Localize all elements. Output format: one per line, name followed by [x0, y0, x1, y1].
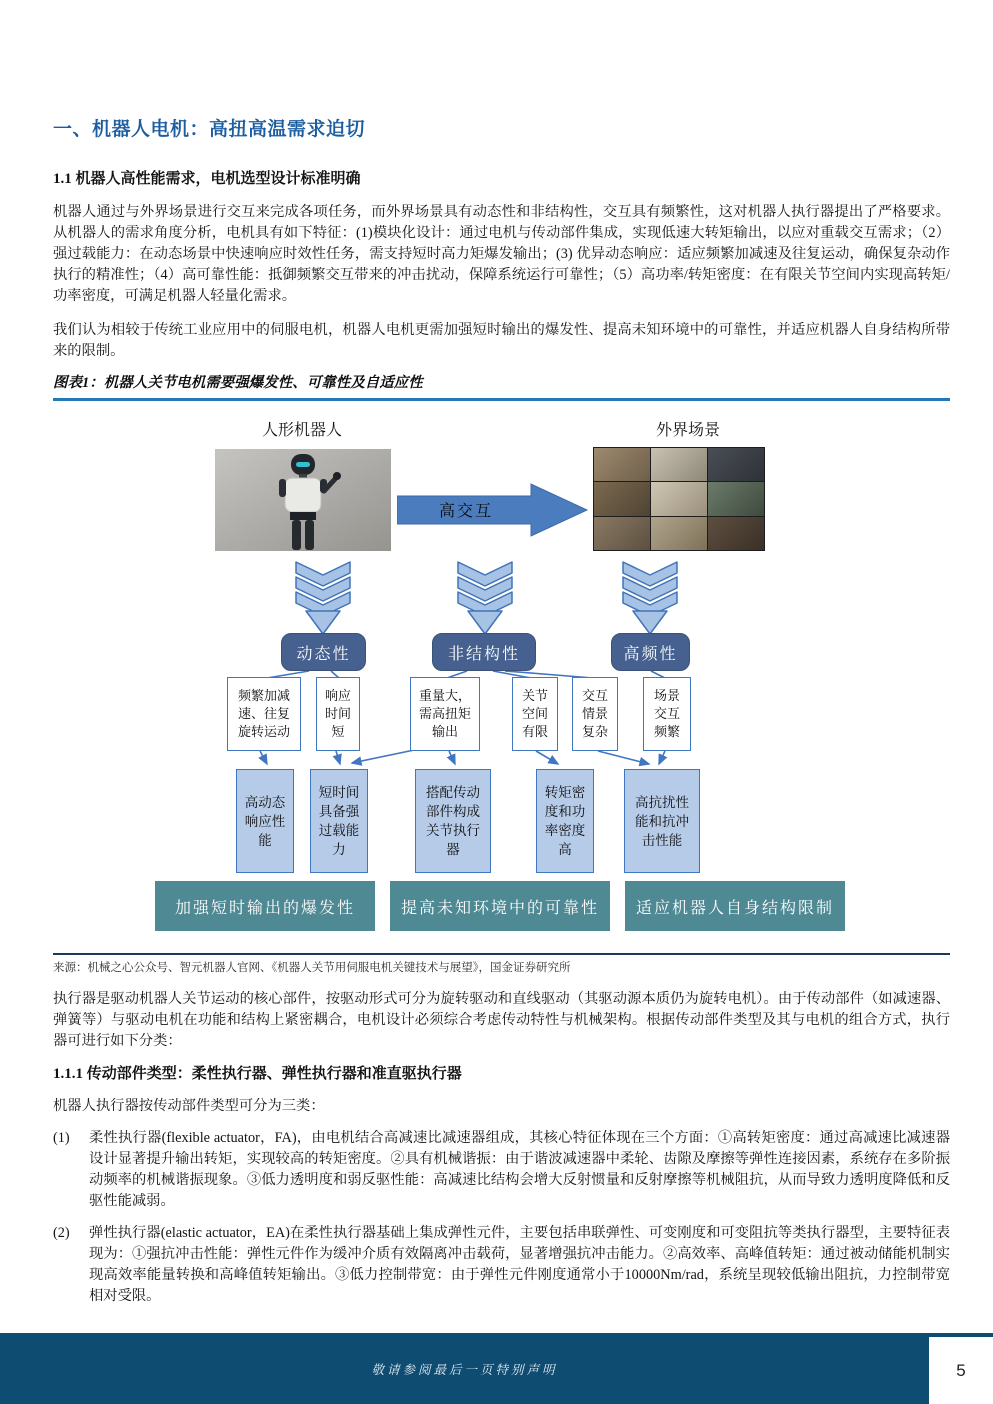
- page-number: 5: [929, 1333, 993, 1404]
- demand-box: 频繁加减速、往复旋转运动: [227, 677, 301, 751]
- figure-caption: 图表1：机器人关节电机需要强爆发性、可靠性及自适应性: [53, 375, 423, 391]
- list-marker: (1): [53, 1130, 70, 1146]
- capability-box: 短时间具备强过载能力: [310, 769, 368, 873]
- demand-box: 响应时间短: [316, 677, 360, 751]
- figure-diagram: [53, 405, 950, 953]
- characteristic-box-dynamics: 动态性: [281, 633, 366, 671]
- characteristic-box-unstructured: 非结构性: [432, 633, 536, 671]
- capability-box: 高动态响应性能: [236, 769, 294, 873]
- conclusion-box: 提高未知环境中的可靠性: [390, 881, 610, 931]
- footer-disclaimer: 敬请参阅最后一页特别声明: [371, 1362, 558, 1377]
- connector-lines: [53, 405, 950, 953]
- page-content: [53, 0, 950, 1307]
- footer-bar: [0, 1333, 929, 1404]
- caption-rule: [53, 398, 950, 401]
- capability-box: 高抗扰性能和抗冲击性能: [624, 769, 700, 873]
- list-marker: (2): [53, 1225, 70, 1241]
- paragraph-viewpoint: 我们认为相较于传统工业应用中的伺服电机，机器人电机更需加强短时输出的爆发性、提高未知环境中的可靠性，并适应机器人自身结构所带来的限制。: [53, 322, 950, 359]
- figure-bottom-rule: [53, 953, 950, 955]
- conclusion-box: 加强短时输出的爆发性: [155, 881, 375, 931]
- paragraph-classification: 机器人执行器按传动部件类型可分为三类：: [53, 1098, 325, 1114]
- list-item-elastic-actuator: [53, 1223, 950, 1307]
- list-item-text: 弹性执行器(elastic actuator，EA)在柔性执行器基础上集成弹性元件，主要包括串联弹性、可变刚度和可变阻抗等类执行器型，主要特征表现为：①强抗冲击性能：弹性元件作为缓冲介质有效隔离冲击载荷，显著增强抗冲击能力。②高效率、高峰值转矩：通过被动储能机制实现高效率能量转换和高峰值转矩输出。③低力控制带宽：由于弹性元件刚度通常小于10000Nm/rad，系统呈现较低输出阻抗，力控制带宽相对受限。: [89, 1225, 950, 1304]
- list-item-flexible-actuator: [53, 1128, 950, 1212]
- subsection-title: 1.1 机器人高性能需求，电机选型设计标准明确: [53, 171, 361, 187]
- paragraph-requirements: 机器人通过与外界场景进行交互来完成各项任务，而外界场景具有动态性和非结构性，交互具有频繁性，这对机器人执行器提出了严格要求。从机器人的需求角度分析，电机具有如下特征：(1)模块化设计：通过电机与传动部件集成，实现低速大转矩输出，以应对重载交互需求；（2）强过载能力：在动态场景中快速响应时效性任务，需支持短时高力矩爆发输出；(3) 优异动态响应：适应频繁加减速及往复运动，确保复杂动作执行的精准性；（4）高可靠性能：抵御频繁交互带来的冲击扰动，保障系统运行可靠性；（5）高功率/转矩密度：在有限关节空间内实现高转矩/功率密度，可满足机器人轻量化需求。: [53, 204, 950, 304]
- sub-subsection-title: 1.1.1 传动部件类型：柔性执行器、弹性执行器和准直驱执行器: [53, 1066, 462, 1082]
- arrow-label: 高交互: [438, 503, 493, 520]
- section-title: 一、机器人电机：高扭高温需求迫切: [53, 119, 366, 140]
- robot-image-label: 人形机器人: [261, 422, 342, 439]
- scene-image-label: 外界场景: [655, 422, 720, 439]
- conclusion-box: 适应机器人自身结构限制: [625, 881, 845, 931]
- demand-box: 关节空间有限: [512, 677, 558, 751]
- demand-box: 重量大，需高扭矩输出: [410, 677, 480, 751]
- capability-box: 搭配传动部件构成关节执行器: [415, 769, 491, 873]
- paragraph-actuator-intro: 执行器是驱动机器人关节运动的核心部件，按驱动形式可分为旋转驱动和直线驱动（其驱动源本质仍为旋转电机）。由于传动部件（如减速器、弹簧等）与驱动电机在功能和结构上紧密耦合，电机设计必须综合考虑传动特性与机械架构。根据传动部件类型及其与电机的组合方式，执行器可进行如下分类：: [53, 991, 950, 1049]
- demand-box: 交互情景复杂: [572, 677, 618, 751]
- list-item-text: 柔性执行器(flexible actuator，FA)，由电机结合高减速比减速器组成，其核心特征体现在三个方面：①高转矩密度：通过高减速比减速器设计显著提升输出转矩，实现较高的转矩密度。②具有机械谐振：由于谐波减速器中柔轮、齿隙及摩擦等弹性连接因素，系统存在多阶振动频率的机械谐振现象。③低力透明度和弱反驱性能：高减速比结构会增大反射惯量和反射摩擦等机械阻抗，从而导致力透明度降低和反驱性能减弱。: [89, 1130, 950, 1209]
- demand-box: 场景交互频繁: [643, 677, 691, 751]
- capability-box: 转矩密度和功率密度高: [536, 769, 594, 873]
- characteristic-box-high-frequency: 高频性: [611, 633, 690, 671]
- figure-source: 来源：机械之心公众号、智元机器人官网、《机器人关节用伺服电机关键技术与展望》，国金证券研究所: [53, 962, 571, 974]
